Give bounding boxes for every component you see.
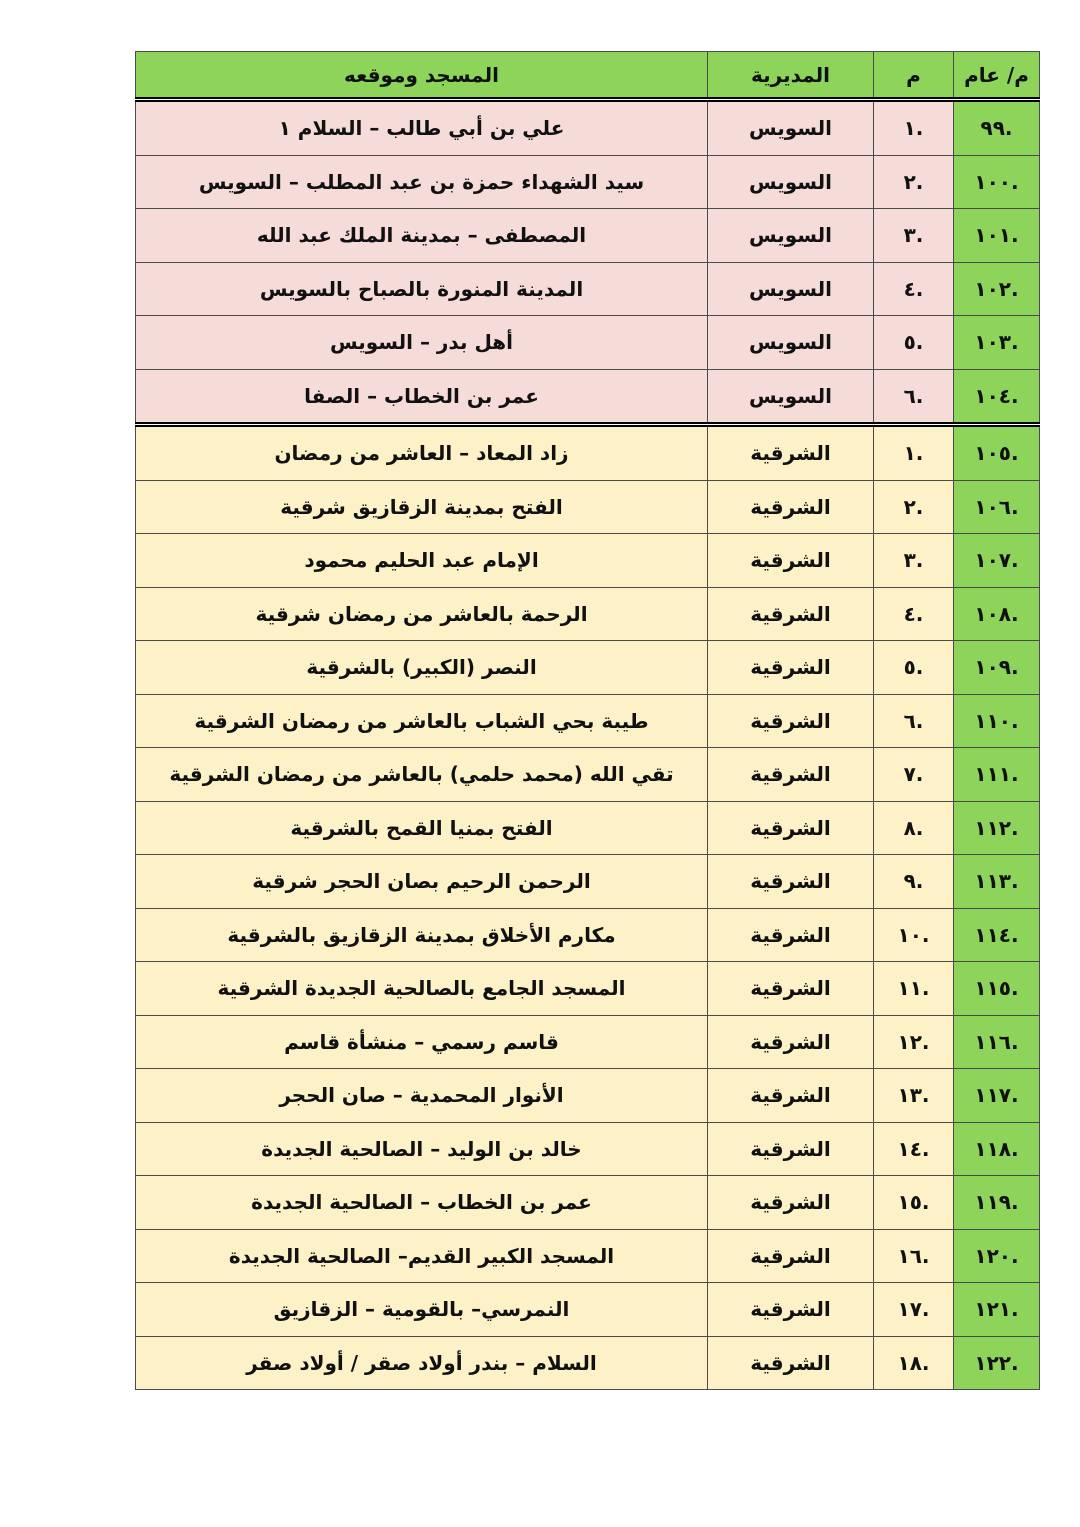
cell-general-no: .١١٠ [954,694,1040,748]
cell-directorate: الشرقية [708,1015,874,1069]
cell-mosque: تقي الله (محمد حلمي) بالعاشر من رمضان الشرقية [136,748,708,802]
cell-general-no: .١٢٢ [954,1336,1040,1390]
cell-directorate: السويس [708,209,874,263]
cell-no: .١ [874,425,954,481]
cell-mosque: الإمام عبد الحليم محمود [136,534,708,588]
cell-general-no: .١٢٠ [954,1229,1040,1283]
table-row [136,962,1040,1016]
cell-general-no: .٩٩ [954,100,1040,156]
table-row [136,1069,1040,1123]
cell-no: .٥ [874,641,954,695]
table-row [136,908,1040,962]
cell-directorate: الشرقية [708,855,874,909]
cell-no: .٨ [874,801,954,855]
table-header-row [136,52,1040,100]
cell-general-no: .١١٣ [954,855,1040,909]
cell-general-no: .١٠٥ [954,425,1040,481]
cell-no: .٤ [874,587,954,641]
cell-general-no: .١١١ [954,748,1040,802]
cell-no: .٣ [874,209,954,263]
cell-mosque: الرحمن الرحيم بصان الحجر شرقية [136,855,708,909]
cell-mosque: مكارم الأخلاق بمدينة الزقازيق بالشرقية [136,908,708,962]
cell-directorate: السويس [708,316,874,370]
cell-mosque: خالد بن الوليد – الصالحية الجديدة [136,1122,708,1176]
cell-mosque: المصطفى – بمدينة الملك عبد الله [136,209,708,263]
cell-no: .٢ [874,155,954,209]
cell-general-no: .١٠٢ [954,262,1040,316]
mosque-table-sheet [135,51,1039,1390]
table-row [136,1122,1040,1176]
table-row [136,587,1040,641]
header-no: م [874,52,954,100]
cell-mosque: الفتح بمنيا القمح بالشرقية [136,801,708,855]
cell-general-no: .١١٢ [954,801,1040,855]
cell-mosque: زاد المعاد – العاشر من رمضان [136,425,708,481]
cell-mosque: المسجد الجامع بالصالحية الجديدة الشرقية [136,962,708,1016]
cell-general-no: .١١٩ [954,1176,1040,1230]
header-mosque: المسجد وموقعه [136,52,708,100]
header-directorate: المديرية [708,52,874,100]
cell-directorate: السويس [708,100,874,156]
cell-no: .٧ [874,748,954,802]
cell-directorate: الشرقية [708,641,874,695]
cell-directorate: السويس [708,155,874,209]
cell-mosque: السلام – بندر أولاد صقر / أولاد صقر [136,1336,708,1390]
cell-no: .٢ [874,480,954,534]
cell-directorate: الشرقية [708,748,874,802]
cell-general-no: .١٢١ [954,1283,1040,1337]
table-row [136,262,1040,316]
table-row [136,748,1040,802]
cell-no: .١٢ [874,1015,954,1069]
cell-no: .٤ [874,262,954,316]
cell-general-no: .١٠١ [954,209,1040,263]
table-row [136,425,1040,481]
cell-general-no: .١٠٤ [954,369,1040,425]
cell-mosque: عمر بن الخطاب – الصالحية الجديدة [136,1176,708,1230]
cell-directorate: الشرقية [708,480,874,534]
table-row [136,480,1040,534]
table-row [136,369,1040,425]
cell-no: .١٣ [874,1069,954,1123]
cell-general-no: .١١٨ [954,1122,1040,1176]
cell-no: .١٧ [874,1283,954,1337]
cell-no: .١٦ [874,1229,954,1283]
table-row [136,1229,1040,1283]
cell-directorate: السويس [708,262,874,316]
cell-mosque: قاسم رسمي – منشأة قاسم [136,1015,708,1069]
cell-no: .١٤ [874,1122,954,1176]
cell-general-no: .١٠٨ [954,587,1040,641]
cell-no: .١٨ [874,1336,954,1390]
cell-directorate: الشرقية [708,425,874,481]
cell-directorate: الشرقية [708,1122,874,1176]
cell-directorate: الشرقية [708,801,874,855]
cell-directorate: السويس [708,369,874,425]
cell-no: .١٠ [874,908,954,962]
table-row [136,316,1040,370]
table-row [136,100,1040,156]
cell-mosque: الأنوار المحمدية – صان الحجر [136,1069,708,1123]
cell-no: .١١ [874,962,954,1016]
cell-general-no: .١١٧ [954,1069,1040,1123]
cell-no: .٦ [874,369,954,425]
table-row [136,855,1040,909]
cell-directorate: الشرقية [708,694,874,748]
cell-directorate: الشرقية [708,534,874,588]
table-row [136,534,1040,588]
cell-no: .٦ [874,694,954,748]
table-row [136,1283,1040,1337]
cell-mosque: الفتح بمدينة الزقازيق شرقية [136,480,708,534]
table-row [136,641,1040,695]
cell-general-no: .١١٦ [954,1015,1040,1069]
table-row [136,801,1040,855]
cell-mosque: سيد الشهداء حمزة بن عبد المطلب – السويس [136,155,708,209]
cell-general-no: .١١٥ [954,962,1040,1016]
cell-directorate: الشرقية [708,1229,874,1283]
table-row [136,155,1040,209]
cell-general-no: .١٠٩ [954,641,1040,695]
cell-general-no: .١٠٣ [954,316,1040,370]
cell-no: .٩ [874,855,954,909]
cell-mosque: عمر بن الخطاب – الصفا [136,369,708,425]
table-row [136,1336,1040,1390]
cell-general-no: .١٠٧ [954,534,1040,588]
cell-directorate: الشرقية [708,908,874,962]
header-general-no: م/ عام [954,52,1040,100]
cell-mosque: النمرسي– بالقومية – الزقازيق [136,1283,708,1337]
cell-directorate: الشرقية [708,1176,874,1230]
cell-mosque: المسجد الكبير القديم– الصالحية الجديدة [136,1229,708,1283]
mosque-table [135,51,1040,1390]
cell-no: .١ [874,100,954,156]
table-row [136,1176,1040,1230]
cell-directorate: الشرقية [708,1069,874,1123]
cell-no: .١٥ [874,1176,954,1230]
cell-no: .٣ [874,534,954,588]
cell-general-no: .١٠٠ [954,155,1040,209]
cell-directorate: الشرقية [708,962,874,1016]
table-row [136,694,1040,748]
cell-directorate: الشرقية [708,1283,874,1337]
table-row [136,1015,1040,1069]
cell-mosque: طيبة بحي الشباب بالعاشر من رمضان الشرقية [136,694,708,748]
table-row [136,209,1040,263]
cell-directorate: الشرقية [708,587,874,641]
cell-directorate: الشرقية [708,1336,874,1390]
cell-mosque: المدينة المنورة بالصباح بالسويس [136,262,708,316]
cell-general-no: .١٠٦ [954,480,1040,534]
cell-mosque: الرحمة بالعاشر من رمضان شرقية [136,587,708,641]
cell-general-no: .١١٤ [954,908,1040,962]
cell-mosque: أهل بدر – السويس [136,316,708,370]
cell-mosque: النصر (الكبير) بالشرقية [136,641,708,695]
cell-mosque: علي بن أبي طالب – السلام ١ [136,100,708,156]
cell-no: .٥ [874,316,954,370]
